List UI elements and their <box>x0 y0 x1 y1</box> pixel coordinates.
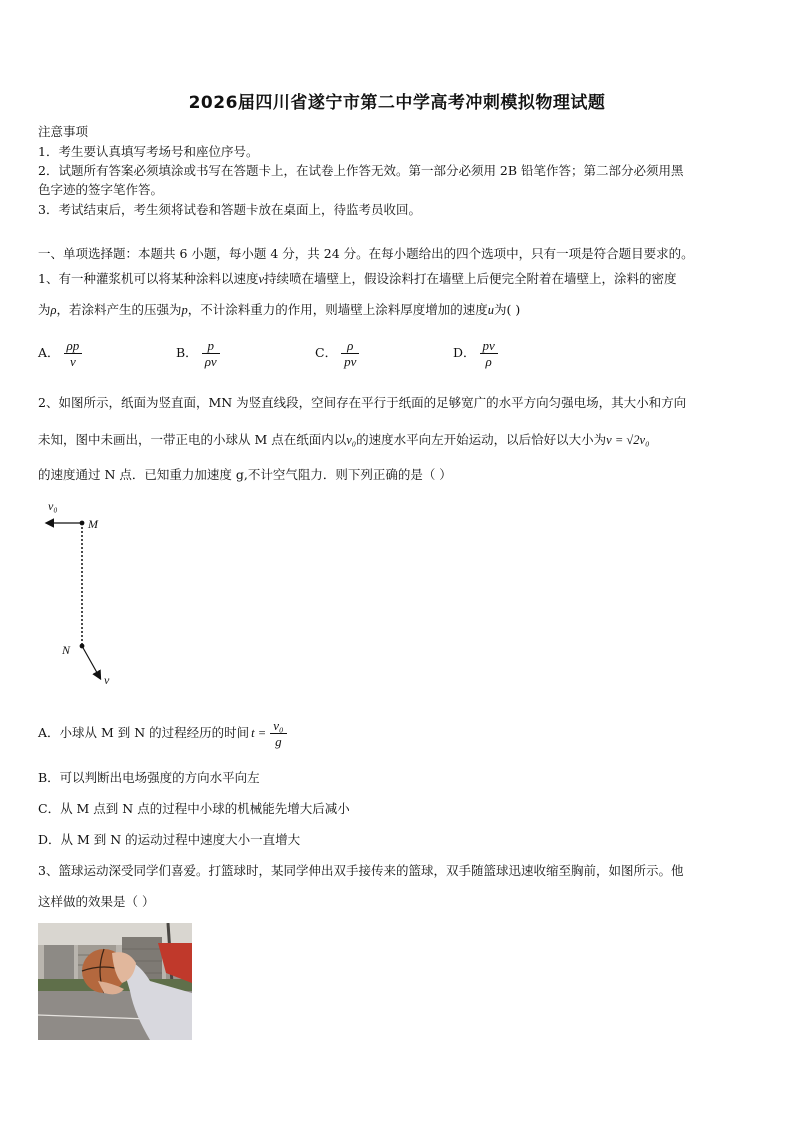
basketball-photo <box>38 923 192 1040</box>
label-v0: v₀ <box>48 499 58 513</box>
label-v: v <box>104 673 110 687</box>
var-rho: ρ <box>50 303 57 317</box>
var-v0: v₀ <box>346 433 357 447</box>
page-title: 2026届四川省遂宁市第二中学高考冲刺模拟物理试题 <box>188 93 606 113</box>
mn-figure <box>38 494 128 690</box>
note-item: 3．考试结束后，考生须将试卷和答题卡放在桌面上，待监考员收回。 <box>38 202 421 217</box>
label-n: N <box>62 643 71 657</box>
var-p: p <box>181 303 188 317</box>
fraction: $\frac{\rho}{pv}$ <box>341 338 359 369</box>
q2-line1: 2、如图所示，纸面为竖直面，MN 为竖直线段，空间存在平行于纸面的足够宽广的水平方向匀强电场，其大小和方向 <box>38 395 687 410</box>
q2-option-a[interactable]: A．小球从 M 到 N 的过程经历的时间 t = $\frac{\text{v₀}}{g}$ <box>38 718 287 749</box>
q2-option-d[interactable]: D．从 M 到 N 的运动过程中速度大小一直增大 <box>38 832 301 847</box>
var-v: v <box>258 272 265 286</box>
note-item: 色字迹的签字笔作答。 <box>38 182 164 197</box>
q1-option-d[interactable]: D． $\frac{pv}{\rho}$ <box>453 338 498 369</box>
note-item: 2．试题所有答案必须填涂或书写在答题卡上，在试卷上作答无效。第一部分必须用 2B 铅笔作答；第二部分必须用黑 <box>38 163 684 178</box>
q2-line3: 的速度通过 N 点．已知重力加速度 g,不计空气阻力．则下列正确的是（ ） <box>38 467 452 482</box>
q1-option-c[interactable]: C． $\frac{\rho}{pv}$ <box>315 338 359 369</box>
fraction: $\frac{\text{v₀}}{g}$ <box>270 718 286 749</box>
note-item: 1．考生要认真填写考场号和座位序号。 <box>38 144 259 159</box>
fraction: $\frac{\rho p}{v}$ <box>64 338 83 369</box>
v-arrow <box>82 646 100 678</box>
section-heading: 一、单项选择题：本题共 6 小题，每小题 4 分，共 24 分。在每小题给出的四个选项中，只有一项是符合题目要求的。 <box>38 246 694 261</box>
point-m <box>80 521 85 526</box>
label-m: M <box>88 517 98 531</box>
basketball-illustration <box>38 923 192 1040</box>
var-u: u <box>487 303 495 317</box>
q3-line1: 3、篮球运动深受同学们喜爱。打篮球时，某同学伸出双手接传来的篮球，双手随篮球迅速收缩至胸前，如图所示。他 <box>38 863 684 878</box>
notes-heading: 注意事项 <box>38 124 89 139</box>
fraction: $\frac{pv}{\rho}$ <box>480 338 498 369</box>
velocity-equation: v = √2v₀ <box>606 433 650 447</box>
fraction: $\frac{p}{\rho v}$ <box>202 338 220 369</box>
q1-option-a[interactable]: A． $\frac{\rho p}{v}$ <box>38 338 82 369</box>
q2-option-c[interactable]: C．从 M 点到 N 点的过程中小球的机械能先增大后减小 <box>38 801 350 816</box>
q2-line2: 未知，图中未画出，一带正电的小球从 M 点在纸面内以v₀的速度水平向左开始运动，以后恰好以大小为v = √2v₀ <box>38 432 650 447</box>
q1-option-b[interactable]: B． $\frac{p}{\rho v}$ <box>176 338 220 369</box>
q2-option-b[interactable]: B．可以判断出电场强度的方向水平向左 <box>38 770 260 785</box>
q1-line1: 1、有一种灌浆机可以将某种涂料以速度v持续喷在墙壁上，假设涂料打在墙壁上后便完全附着在墙壁上，涂料的密度 <box>38 271 677 286</box>
q3-line2: 这样做的效果是（ ） <box>38 894 155 909</box>
q1-line2: 为ρ，若涂料产生的压强为p，不计涂料重力的作用，则墙壁上涂料厚度增加的速度u为( ) <box>38 302 521 317</box>
